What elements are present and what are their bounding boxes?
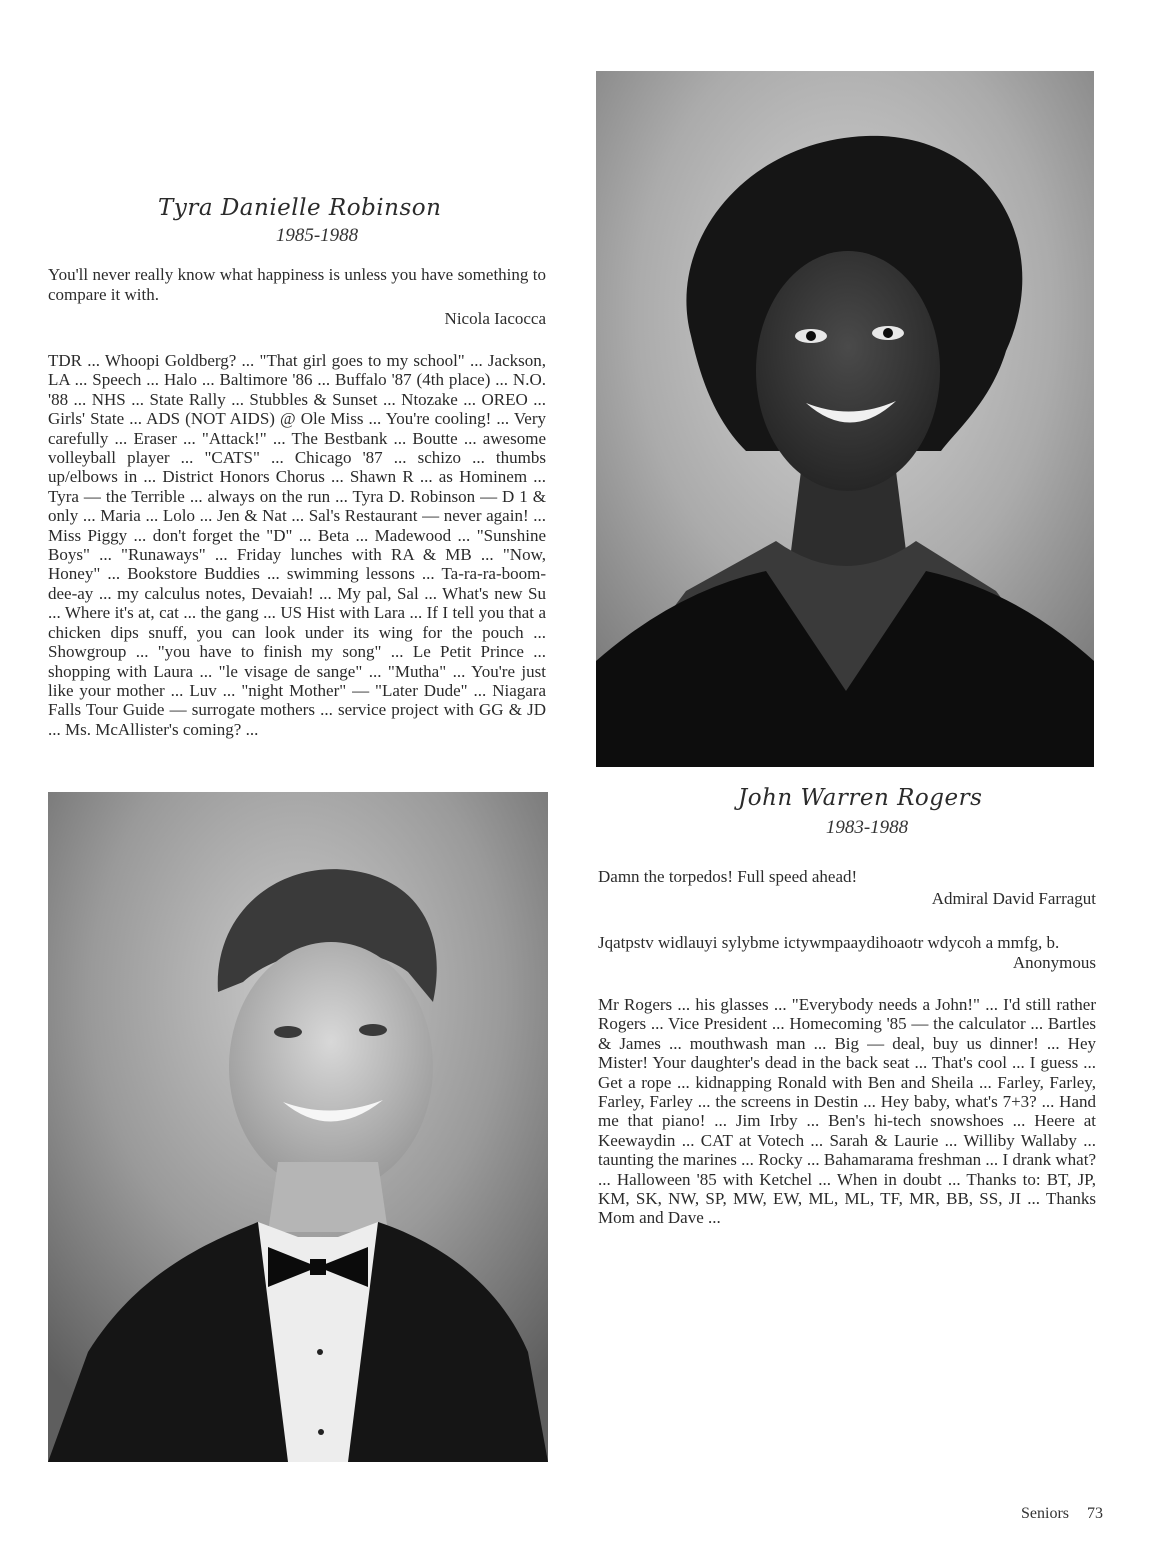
senior2-years: 1983-1988 <box>825 817 909 838</box>
senior1-section <box>48 195 546 739</box>
senior2-name: John Warren Rogers <box>738 785 983 811</box>
senior2-quote2-author: Anonymous <box>1012 953 1096 972</box>
senior2-section <box>598 785 1096 1228</box>
footer-section-label: Seniors <box>1021 1505 1069 1522</box>
senior1-name: Tyra Danielle Robinson <box>158 195 442 221</box>
senior1-portrait-photo <box>596 71 1094 767</box>
senior1-quote-author: Nicola Iacocca <box>444 309 546 328</box>
senior2-quote1: Damn the torpedos! Full speed ahead! <box>598 867 858 886</box>
footer-page-number: 73 <box>1087 1505 1103 1522</box>
senior1-body: TDR ... Whoopi Goldberg? ... "That girl goes to my school" ... Jackson, LA ... Speech ... Halo ... Baltimore '86 ... Buffalo '87 (4th place) ... N.O. '88 ... NHS ... State Rally ... Stubbles & Sunset ... Ntozake ... OREO ... Girls' State ... ADS (NOT AIDS) @ Ole Miss ... You're cooling! ... Very carefully ... Eraser ... "Attack!" ... The Bestbank ... Boutte ... awesome volleyball player ... "CATS" ... Chicago '87 ... schizo ... thumbs up/elbows in ... District Honors Chorus ... Shawn R ... as Hominem ... Tyra — the Terrible ... always on the run ... Tyra D. Robinson — D 1 & only ... Maria ... Lolo ... Jen & Nat ... Sal's Restaurant — never again! ... Miss Piggy ... don't forget the "D" ... Beta ... Madewood ... "Sunshine Boys" ... "Runaways" ... Friday lunches with RA & MB ... "Now, Honey" ... Bookstore Buddies ... swimming lessons ... Ta-ra-ra-boom-dee-ay ... my calculus notes, Devaiah! ... My pal, Sal ... What's new Su ... Where it's at, cat ... the gang ... US Hist with Lara ... If I tell you that a chicken dips snuff, you can look under its wing for the pouch ... Showgroup ... "you have to finish my song" ... Le Petit Prince ... shopping with Laura ... "le visage de sange" ... "Mutha" ... You're just like your mother ... Luv ... "night Mother" — "Later Dude" ... Niagara Falls Tour Guide — surrogate mothers ... service project with GG & JD ... Ms. McAllister's coming? ... <box>48 351 546 739</box>
senior1-years: 1985-1988 <box>275 225 359 246</box>
senior2-portrait-illustration <box>48 792 548 1462</box>
senior2-quote1-author: Admiral David Farragut <box>931 889 1096 908</box>
senior2-body: Mr Rogers ... his glasses ... "Everybody needs a John!" ... I'd still rather Rogers ... Vice President ... Homecoming '85 — the calculator ... Bartles & James ... mouthwash man ... Big — deal, buy us dinner! ... Hey Mister! Your daughter's dead in the back seat ... That's cool ... I guess ... Get a rope ... kidnapping Ronald with Ben and Sheila ... Farley, Farley, Farley, Farley ... the screens in Destin ... Hey baby, what's 7+3? ... Hand me that piano! ... Jim Irby ... Ben's hi-tech snowshoes ... Heere at Keewaydin ... CAT at Votech ... Sarah & Laurie ... Williby Wallaby ... taunting the marines ... Rocky ... Bahamarama freshman ... I drank what? ... Halloween '85 with Ketchel ... When in doubt ... Thanks to: BT, JP, KM, SK, NW, SP, MW, EW, ML, ML, TF, MR, BB, SS, JI ... Thanks Mom and Dave ... <box>598 995 1096 1228</box>
senior1-quote: You'll never really know what happiness is unless you have something to compare it with. <box>48 265 546 304</box>
senior2-quote2: Jqatpstv widlauyi sylybme ictywmpaaydihoaotr wdycoh a mmfg, b. <box>598 933 1060 952</box>
page-footer <box>1021 1505 1103 1523</box>
senior1-portrait-illustration <box>596 71 1094 767</box>
senior2-portrait-photo <box>48 792 548 1462</box>
